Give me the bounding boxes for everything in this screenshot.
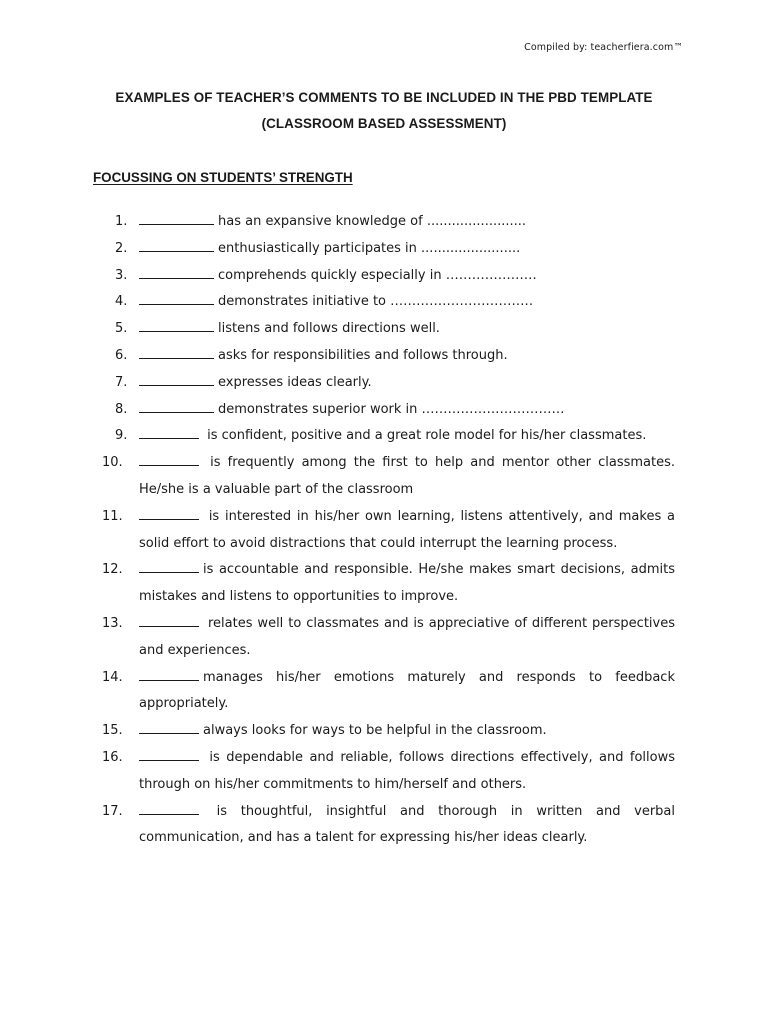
name-blank: [139, 209, 214, 225]
list-item: [102, 236, 675, 263]
name-blank: [139, 504, 199, 520]
item-text: enthusiastically participates in ........................: [218, 240, 521, 256]
item-text: asks for responsibilities and follows through.: [218, 347, 508, 363]
list-item: [102, 423, 675, 450]
name-blank: [139, 450, 199, 466]
list-item: [102, 316, 675, 343]
name-blank: [139, 557, 199, 573]
name-blank: [139, 343, 214, 359]
name-blank: [139, 665, 199, 681]
list-item: [102, 370, 675, 397]
name-blank: [139, 745, 199, 761]
list-item: [102, 665, 675, 719]
list-item: [102, 209, 675, 236]
item-number: 3.: [115, 267, 128, 283]
item-text: is interested in his/her own learning, listens attentively, and makes a solid effort to avoid distractions that could interrupt the learning process.: [139, 508, 675, 551]
item-text: demonstrates superior work in ……………………………: [218, 401, 565, 417]
list-item: [102, 799, 675, 853]
name-blank: [139, 316, 214, 332]
item-number: 1.: [115, 214, 128, 229]
item-number: 15.: [102, 723, 123, 739]
item-number: 9.: [115, 428, 128, 444]
name-blank: [139, 397, 214, 413]
item-number: 2.: [115, 240, 128, 256]
list-item: [102, 557, 675, 611]
compiled-by-credit: Compiled by: teacherfiera.com™: [524, 42, 683, 53]
list-item: [102, 611, 675, 665]
name-blank: [139, 236, 214, 252]
name-blank: [139, 370, 214, 386]
item-text: manages his/her emotions maturely and responds to feedback appropriately.: [139, 669, 675, 712]
item-text: listens and follows directions well.: [218, 321, 440, 337]
section-heading: FOCUSSING ON STUDENTS’ STRENGTH: [93, 170, 353, 185]
item-number: 12.: [102, 562, 123, 578]
item-text: always looks for ways to be helpful in the classroom.: [203, 723, 547, 739]
item-number: 6.: [115, 347, 128, 363]
item-number: 10.: [102, 455, 123, 471]
item-number: 8.: [115, 401, 128, 417]
item-number: 17.: [102, 803, 123, 819]
item-text: is confident, positive and a great role model for his/her classmates.: [207, 428, 647, 444]
item-text: comprehends quickly especially in …………………: [218, 267, 537, 283]
name-blank: [139, 718, 199, 734]
item-text: relates well to classmates and is appreciative of different perspectives and experiences.: [139, 615, 675, 658]
list-item: [102, 504, 675, 558]
comment-list: [102, 209, 675, 852]
item-text: is dependable and reliable, follows directions effectively, and follows through on his/her commitments to him/herself and others.: [139, 749, 675, 792]
list-item: [102, 450, 675, 504]
item-number: 5.: [115, 321, 128, 337]
list-item: [102, 263, 675, 290]
item-number: 11.: [102, 508, 123, 524]
list-item: [102, 718, 675, 745]
item-text: has an expansive knowledge of ........................: [218, 214, 527, 229]
name-blank: [139, 263, 214, 279]
list-item: [102, 289, 675, 316]
list-item: [102, 745, 675, 799]
name-blank: [139, 611, 199, 627]
item-number: 13.: [102, 615, 123, 631]
item-number: 7.: [115, 374, 128, 390]
item-text: demonstrates initiative to ……………………………: [218, 294, 534, 310]
list-item: [102, 343, 675, 370]
item-text: expresses ideas clearly.: [218, 374, 372, 390]
item-text: is accountable and responsible. He/she makes smart decisions, admits mistakes and listens to opportunities to improve.: [139, 562, 675, 605]
name-blank: [139, 423, 199, 439]
item-number: 4.: [115, 294, 128, 310]
list-item: [102, 397, 675, 424]
item-text: is thoughtful, insightful and thorough in written and verbal communication, and has a talent for expressing his/her ideas clearly.: [139, 803, 675, 846]
item-text: is frequently among the first to help and mentor other classmates. He/she is a valuable part of the classroom: [139, 455, 675, 497]
item-number: 14.: [102, 669, 123, 685]
name-blank: [139, 289, 214, 305]
item-number: 16.: [102, 749, 123, 765]
document-title: EXAMPLES OF TEACHER’S COMMENTS TO BE INCLUDED IN THE PBD TEMPLATE: [115, 90, 653, 105]
document-subtitle: (CLASSROOM BASED ASSESSMENT): [261, 116, 507, 131]
name-blank: [139, 799, 199, 815]
